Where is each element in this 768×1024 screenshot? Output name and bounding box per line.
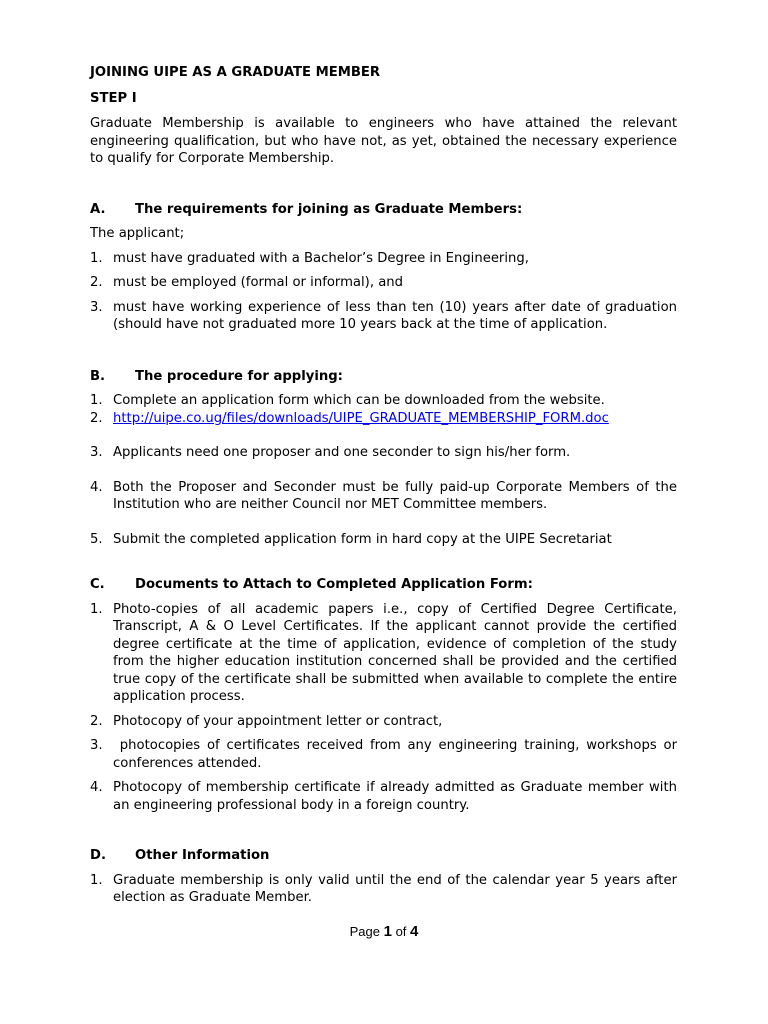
list-item xyxy=(90,274,677,292)
total-page-number: 4 xyxy=(410,923,419,940)
section-d-list xyxy=(90,872,677,907)
item-number: 1. xyxy=(90,250,103,266)
item-text: must have graduated with a Bachelor’s Degree in Engineering, xyxy=(113,250,529,266)
item-number: 1. xyxy=(90,393,103,408)
step-label: STEP I xyxy=(90,90,137,106)
section-b-list xyxy=(90,392,677,548)
item-text: Photocopy of membership certificate if already admitted as Graduate member with an engineering professional body in a foreign country. xyxy=(113,780,677,813)
page-footer xyxy=(0,923,768,940)
item-number: 4. xyxy=(90,780,103,795)
section-a-list xyxy=(90,250,677,334)
item-number: 3. xyxy=(90,738,103,753)
section-letter: A. xyxy=(90,201,106,217)
list-item xyxy=(90,737,682,772)
item-text: Submit the completed application form in hard copy at the UIPE Secretariat xyxy=(113,531,612,547)
item-text: must have working experience of less than ten (10) years after date of graduation (should have not graduated more 10 years back at the time of application. xyxy=(113,299,677,332)
list-item xyxy=(90,392,677,410)
document-title: JOINING UIPE AS A GRADUATE MEMBER xyxy=(90,65,381,80)
item-text: Complete an application form which can be downloaded from the website. xyxy=(113,393,605,408)
section-letter: C. xyxy=(90,577,105,592)
list-item xyxy=(90,479,677,514)
item-number: 1. xyxy=(90,601,103,617)
of-word: of xyxy=(395,924,407,939)
section-c-heading xyxy=(90,576,677,594)
form-download-link[interactable]: http://uipe.co.ug/files/downloads/UIPE_GRADUATE_MEMBERSHIP_FORM.doc xyxy=(113,410,609,426)
section-a-heading xyxy=(90,201,677,219)
item-text: Both the Proposer and Seconder must be fully paid-up Corporate Members of the Institution who are neither Council nor MET Committee members. xyxy=(113,479,677,512)
list-item xyxy=(90,713,677,731)
item-number: 5. xyxy=(90,531,103,547)
list-item xyxy=(90,872,677,907)
section-title: The procedure for applying: xyxy=(135,368,343,384)
section-title: Documents to Attach to Completed Application Form: xyxy=(135,577,533,592)
list-item xyxy=(90,410,677,428)
section-title: The requirements for joining as Graduate Members: xyxy=(135,201,523,217)
page-word: Page xyxy=(349,924,380,939)
item-number: 2. xyxy=(90,275,103,290)
item-text: photocopies of certificates received from any engineering training, workshops or conferences attended. xyxy=(113,738,682,771)
section-letter: D. xyxy=(90,848,106,863)
list-item xyxy=(90,531,677,549)
item-text: Photo-copies of all academic papers i.e., copy of Certified Degree Certificate, Transcript, A & O Level Certificates. If the applicant cannot provide the certified degree certificate at the time of application, evidence of completion of the study from the higher education institution concerned shall be provided and the certified true copy of the certificate shall be submitted when available to complete the entire application process. xyxy=(113,601,677,704)
item-text: Graduate membership is only valid until the end of the calendar year 5 years after election as Graduate Member. xyxy=(113,872,677,905)
item-number: 2. xyxy=(90,410,103,426)
list-item xyxy=(90,601,677,706)
item-number: 2. xyxy=(90,713,103,729)
intro-paragraph: Graduate Membership is available to engineers who have attained the relevant engineering qualification, but who have not, as yet, obtained the necessary experience to qualify for Corporate Membership. xyxy=(90,116,677,166)
current-page-number: 1 xyxy=(383,923,392,940)
section-b-heading xyxy=(90,368,677,386)
item-text: Photocopy of your appointment letter or contract, xyxy=(113,713,443,729)
section-a-lead: The applicant; xyxy=(90,226,185,241)
section-letter: B. xyxy=(90,368,106,384)
item-number: 1. xyxy=(90,872,103,888)
document-body xyxy=(90,64,682,914)
item-text: Applicants need one proposer and one seconder to sign his/her form. xyxy=(113,445,571,460)
list-item xyxy=(90,299,677,334)
section-c-list xyxy=(90,601,682,815)
list-item xyxy=(90,779,677,814)
list-item xyxy=(90,444,677,462)
item-number: 4. xyxy=(90,479,103,495)
section-d-heading xyxy=(90,847,677,865)
item-number: 3. xyxy=(90,299,103,315)
item-text: must be employed (formal or informal), and xyxy=(113,275,404,290)
item-number: 3. xyxy=(90,445,103,460)
list-item xyxy=(90,250,677,268)
section-title: Other Information xyxy=(135,848,270,863)
